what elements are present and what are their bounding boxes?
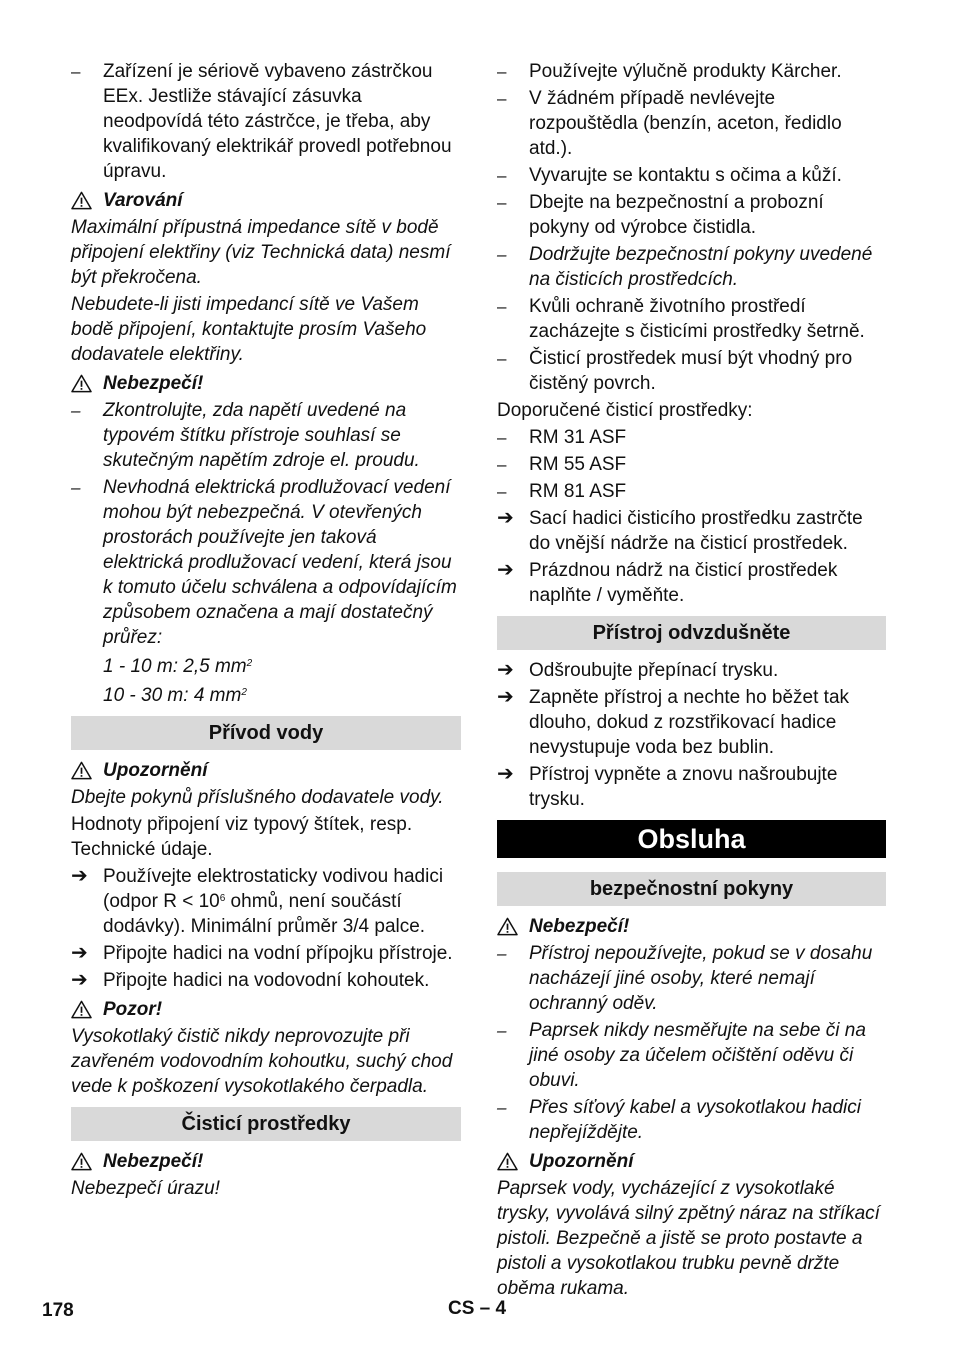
- product-name: RM 81 ASF: [529, 481, 627, 502]
- caution-text: Vysokotlaký čistič nikdy neprovozujte při zavřeném vodovodním kohoutku, suchý chod vede k poškození vysokotlakého čerpadla.: [71, 1026, 453, 1097]
- list-item-text: Zkontrolujte, zda napětí uvedené na typovém štítku přístroje souhlasí se skutečným napětím zdroje el. proudu.: [103, 400, 420, 471]
- arrow-icon: ➔: [497, 559, 514, 581]
- arrow-icon: ➔: [497, 659, 514, 681]
- list-item-text: Paprsek nikdy nesměřujte na sebe či na jiné osoby za účelem očištění oděvu či obuvi.: [529, 1020, 866, 1091]
- danger-heading: [71, 1149, 461, 1174]
- instruction-item: [71, 941, 461, 966]
- instruction-text: Používejte elektrostaticky vodivou hadici (odpor $R < 10^6$ ohmů, není součástí dodávky). Minimální průměr 3/4 palce.: [103, 866, 444, 937]
- caution-title: Pozor!: [103, 999, 163, 1020]
- section-heading-water-supply: Přívod vody: [71, 716, 461, 750]
- instruction-text: Odšroubujte přepínací trysku.: [529, 660, 779, 681]
- superscript: 2: [241, 687, 247, 698]
- instruction-item: [497, 762, 886, 812]
- dash-bullet: –: [497, 62, 507, 81]
- product-item: [497, 479, 886, 504]
- warning-triangle-icon: [497, 917, 518, 936]
- list-item-text: Dodržujte bezpečnostní pokyny uvedené na čisticích prostředcích.: [529, 244, 873, 290]
- arrow-icon: ➔: [497, 686, 514, 708]
- warning-text: Maximální přípustná impedance sítě v bodě připojení elektřiny (viz Technická data) nesmí být překročena.: [71, 217, 451, 288]
- notice-heading: [71, 758, 461, 783]
- notice-title: Upozornění: [529, 1151, 634, 1172]
- instruction-item: [71, 968, 461, 993]
- instruction-text: Připojte hadici na vodní přípojku přístroje.: [103, 943, 453, 964]
- product-name: RM 55 ASF: [529, 454, 627, 475]
- instruction-text: Zapněte přístroj a nechte ho běžet tak dlouho, dokud z rozstřikovací hadice nevystupuje voda bez bublin.: [529, 687, 850, 758]
- caution-heading: [71, 997, 461, 1022]
- warning-heading: [71, 188, 461, 213]
- dash-bullet: –: [497, 245, 507, 264]
- recommended-label: Doporučené čisticí prostředky:: [497, 400, 753, 421]
- cable-section-formula: 1 - 10 m: 2,5 $mm^2$: [103, 656, 253, 677]
- danger-title: Nebezpečí!: [103, 1151, 204, 1172]
- arrow-icon: ➔: [71, 942, 88, 964]
- warning-text: Nebudete-li jisti impedancí sítě ve Vašem bodě připojení, kontaktujte prosím Vašeho dodavatele elektřiny.: [71, 294, 427, 365]
- list-item: [497, 1018, 886, 1093]
- cable-section-formula: 10 - 30 m: 4 $mm^2$: [103, 685, 247, 706]
- list-item-text: Přístroj nepoužívejte, pokud se v dosahu nacházejí jiné osoby, které nemají ochranný oděv.: [529, 943, 873, 1014]
- instruction-text: Připojte hadici na vodovodní kohoutek.: [103, 970, 430, 991]
- instruction-text: Přístroj vypněte a znovu našroubujte trysku.: [529, 764, 838, 810]
- list-item-text: V žádném případě nevlévejte rozpouštědla (benzín, aceton, ředidlo atd.).: [529, 88, 842, 159]
- dash-bullet: –: [497, 482, 507, 501]
- section-heading-venting: Přístroj odvzdušněte: [497, 616, 886, 650]
- instruction-text: Prázdnou nádrž na čisticí prostředek naplňte / vyměňte.: [529, 560, 838, 606]
- dash-bullet: –: [497, 349, 507, 368]
- warning-triangle-icon: [71, 374, 92, 393]
- section-heading-cleaning-agents: Čisticí prostředky: [71, 1107, 461, 1141]
- list-item: [497, 190, 886, 240]
- notice-text: Dbejte pokynů příslušného dodavatele vody.: [71, 787, 444, 808]
- list-item-text: Vyvarujte se kontaktu s očima a kůží.: [529, 165, 842, 186]
- warning-triangle-icon: [71, 1152, 92, 1171]
- danger-text: Nebezpečí úrazu!: [71, 1178, 220, 1199]
- right-column: [497, 59, 886, 1303]
- list-item-text: Přes síťový kabel a vysokotlakou hadici nepřejíždějte.: [529, 1097, 861, 1143]
- dash-bullet: –: [497, 455, 507, 474]
- warning-triangle-icon: [71, 1000, 92, 1019]
- danger-heading: [497, 914, 886, 939]
- list-item-text: Dbejte na bezpečnostní a probozní pokyny od výrobce čistidla.: [529, 192, 824, 238]
- paragraph: Hodnoty připojení viz typový štítek, resp. Technické údaje.: [71, 814, 413, 860]
- dash-bullet: –: [497, 1021, 507, 1040]
- warning-triangle-icon: [497, 1152, 518, 1171]
- dash-bullet: –: [497, 1098, 507, 1117]
- superscript: 2: [246, 658, 253, 669]
- list-item-text: Zařízení je sériově vybaveno zástrčkou EEx. Jestliže stávající zásuvka neodpovídá této zástrčce, je třeba, aby kvalifikovaný elektrikář provedl potřebnou úpravu.: [103, 61, 452, 182]
- list-item-text: Používejte výlučně produkty Kärcher.: [529, 61, 842, 82]
- danger-title: Nebezpečí!: [529, 916, 630, 937]
- list-item: [497, 242, 886, 292]
- list-item-text: Čisticí prostředek musí být vhodný pro čistěný povrch.: [529, 348, 853, 394]
- instruction-item: [71, 864, 461, 939]
- list-item: [497, 163, 886, 188]
- instruction-item: [497, 506, 886, 556]
- danger-heading: [71, 371, 461, 396]
- arrow-icon: ➔: [71, 969, 88, 991]
- list-item: [497, 1095, 886, 1145]
- dash-bullet: –: [71, 401, 81, 420]
- dash-bullet: –: [497, 166, 507, 185]
- dash-bullet: –: [497, 944, 507, 963]
- product-name: RM 31 ASF: [529, 427, 627, 448]
- dash-bullet: –: [497, 297, 507, 316]
- dash-bullet: –: [497, 428, 507, 447]
- left-column: [71, 59, 461, 1203]
- notice-heading: [497, 1149, 886, 1174]
- list-item-text: Nevhodná elektrická prodlužovací vedení mohou být nebezpečná. V otevřených prostorách používejte jen taková elektrická prodlužovací vedení, která jsou k tomuto účelu schválena a odpovídajícím způsobem označena a mají dostatečný průřez:: [103, 477, 457, 648]
- warning-title: Varování: [103, 190, 183, 211]
- chapter-heading-operation: Obsluha: [497, 820, 886, 858]
- dash-bullet: –: [71, 62, 81, 81]
- page-number: 178: [42, 1300, 74, 1321]
- list-item: [497, 59, 886, 84]
- list-item: [497, 346, 886, 396]
- dash-bullet: –: [71, 478, 81, 497]
- dash-bullet: –: [497, 193, 507, 212]
- instruction-item: [497, 685, 886, 760]
- list-item-text: Kvůli ochraně životního prostředí zacházejte s čisticími prostředky šetrně.: [529, 296, 865, 342]
- instruction-item: [497, 558, 886, 608]
- list-item: [497, 86, 886, 161]
- superscript: 6: [219, 893, 226, 904]
- section-heading-safety: bezpečnostní pokyny: [497, 872, 886, 906]
- list-item: [497, 941, 886, 1016]
- list-item: [71, 398, 461, 473]
- notice-text: Paprsek vody, vycházející z vysokotlaké trysky, vyvolává silný zpětný náraz na stříkací pistoli. Bezpečně a jistě se proto postavte a pistoli a vysokotlakou trubku pevně držte oběma rukama.: [497, 1178, 880, 1299]
- list-item: [497, 294, 886, 344]
- product-item: [497, 452, 886, 477]
- arrow-icon: ➔: [497, 763, 514, 785]
- list-item: [71, 475, 461, 650]
- list-item: [71, 59, 461, 184]
- warning-triangle-icon: [71, 191, 92, 210]
- product-item: [497, 425, 886, 450]
- notice-title: Upozornění: [103, 760, 208, 781]
- instruction-text: Sací hadici čisticího prostředku zastrčte do vnější nádrže na čisticí prostředek.: [529, 508, 863, 554]
- arrow-icon: ➔: [71, 865, 88, 887]
- danger-title: Nebezpečí!: [103, 373, 204, 394]
- page-language-code: CS – 4: [448, 1298, 507, 1319]
- dash-bullet: –: [497, 89, 507, 108]
- instruction-item: [497, 658, 886, 683]
- warning-triangle-icon: [71, 761, 92, 780]
- arrow-icon: ➔: [497, 507, 514, 529]
